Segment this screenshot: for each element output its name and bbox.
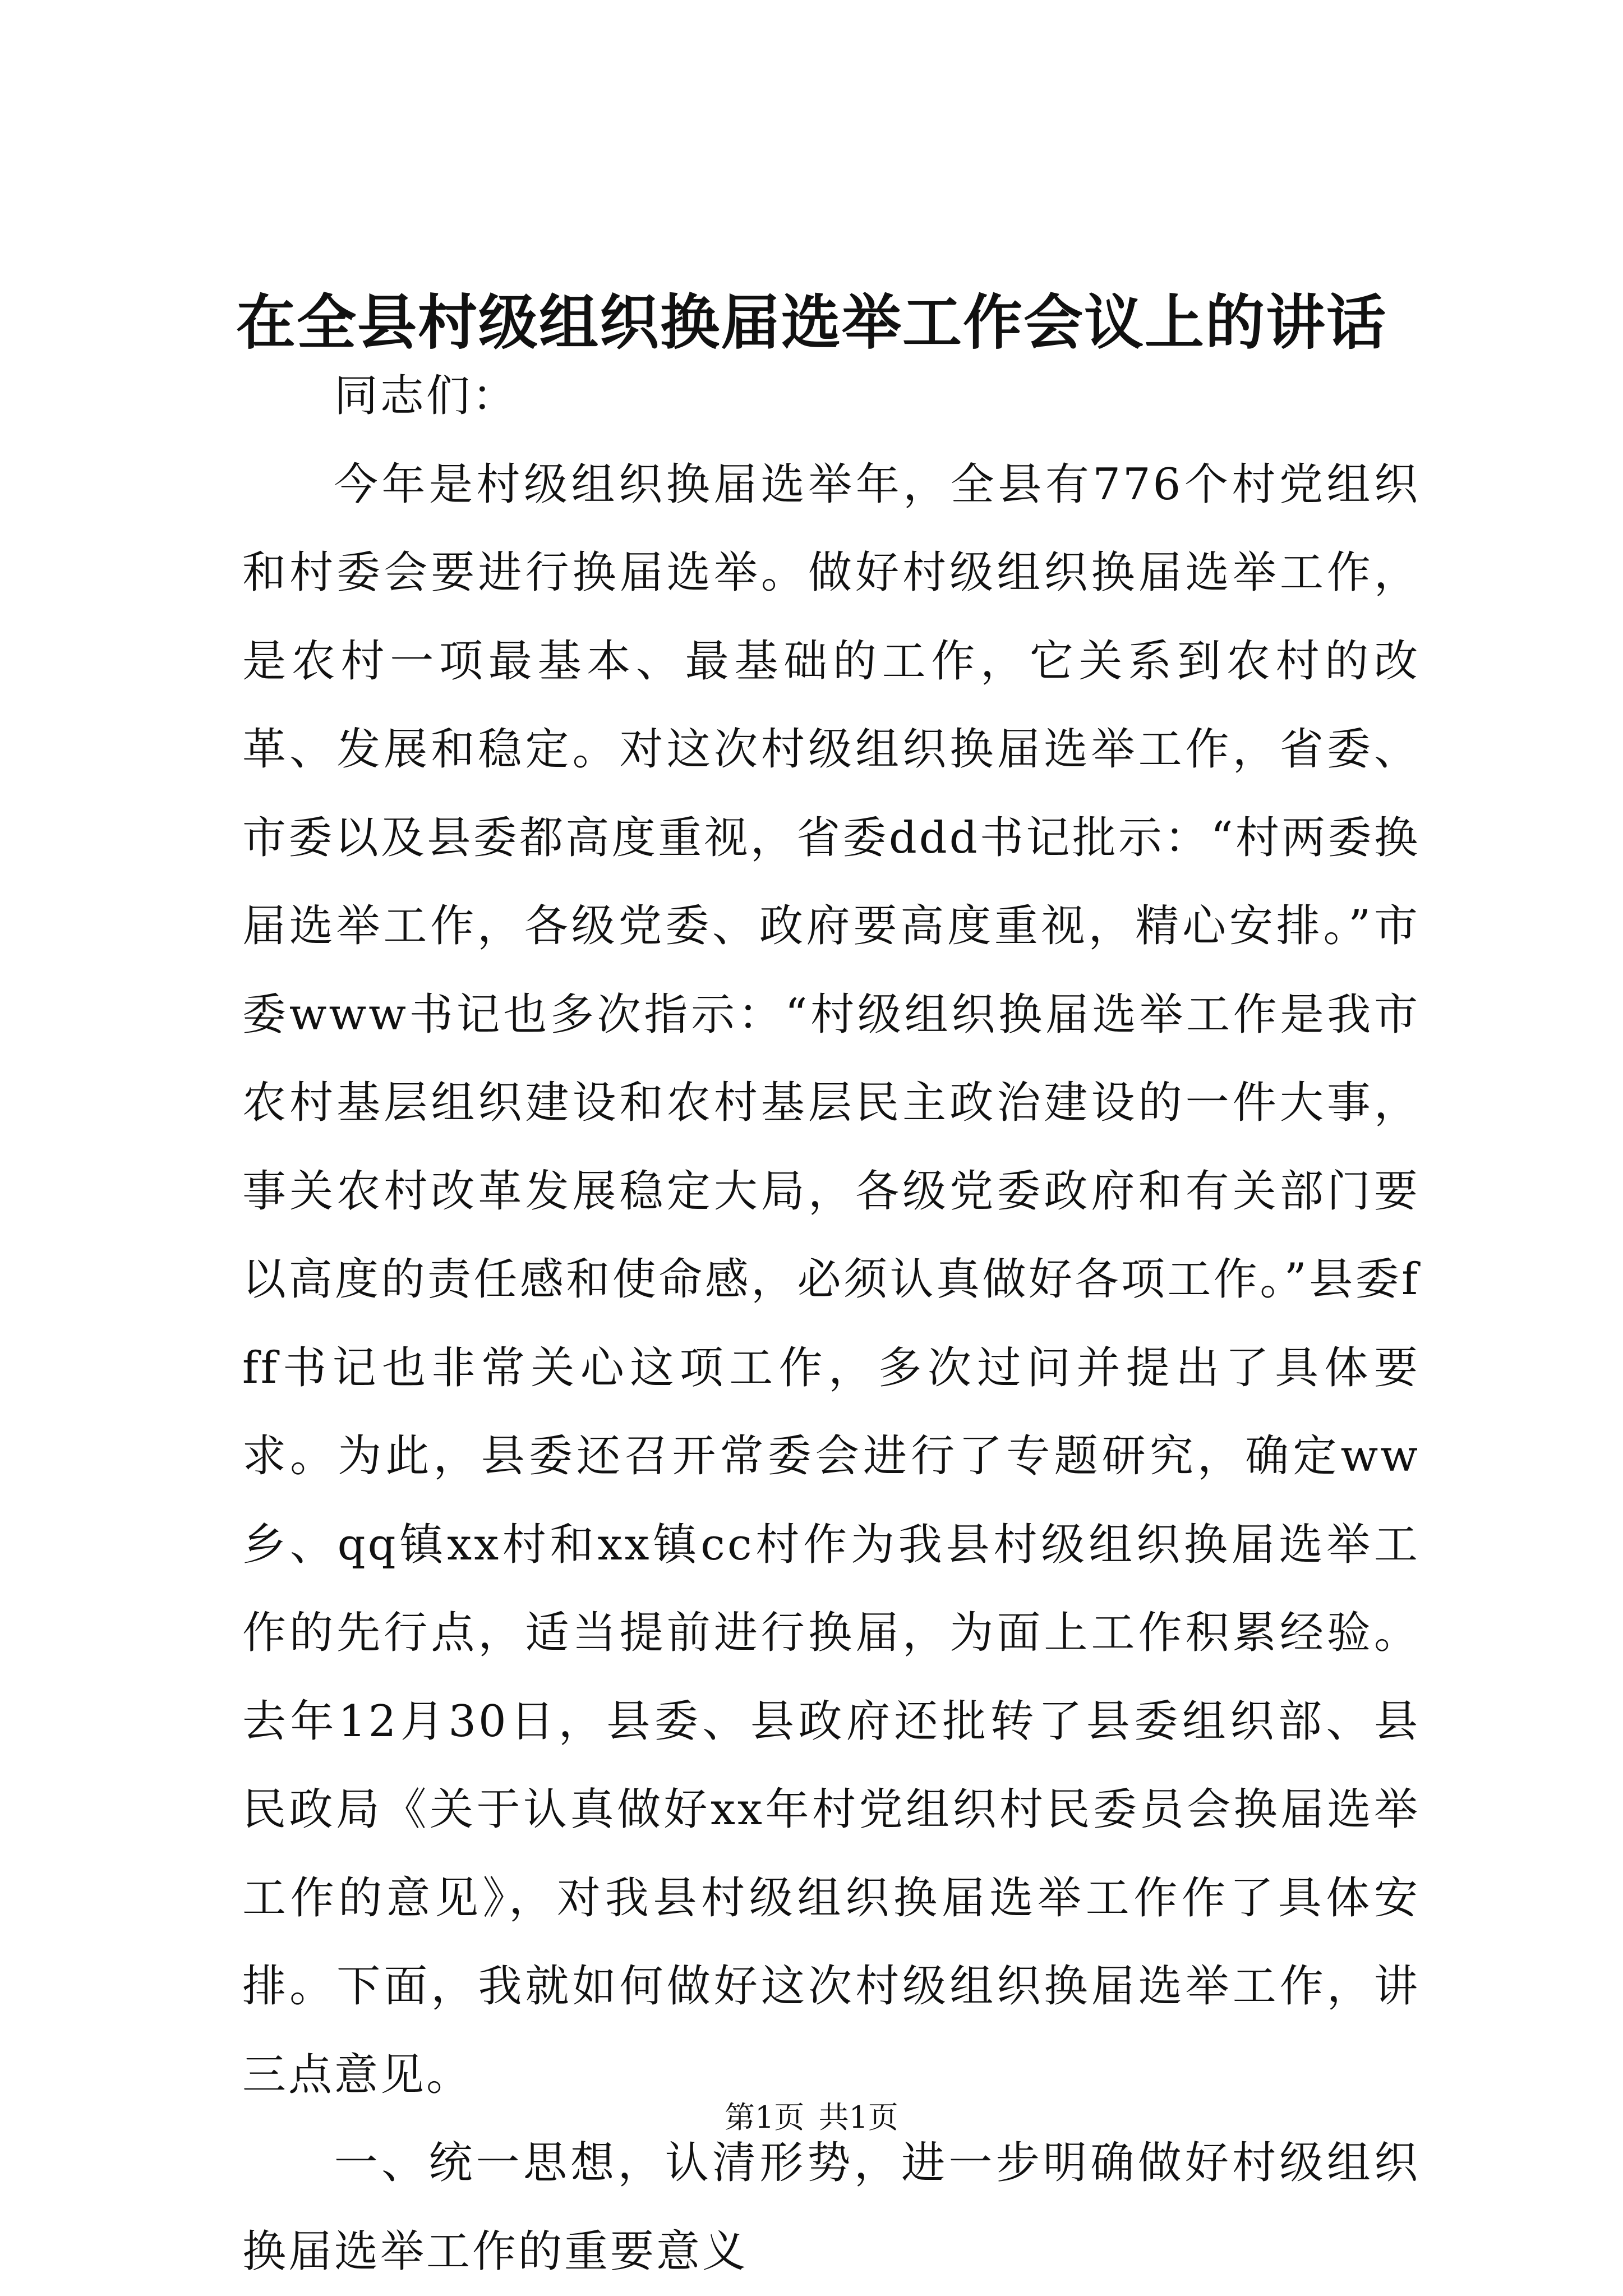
body-paragraph: 今年是村级组织换届选举年，全县有776个村党组织和村委会要进行换届选举。做好村级组织换届选举工作，是农村一项最基本、最基础的工作，它关系到农村的改革、发展和稳定。对这次村级组织换届选举工作，省委、市委以及县委都高度重视，省委ddd书记批示：“村两委换届选举工作，各级党委、政府要高度重视，精心安排。”市委www书记也多次指示：“村级组织换届选举工作是我市农村基层组织建设和农村基层民主政治建设的一件大事，事关农村改革发展稳定大局，各级党委政府和有关部门要以高度的责任感和使命感，必须认真做好各项工作。”县委fff书记也非常关心这项工作，多次过问并提出了具体要求。为此，县委还召开常委会进行了专题研究，确定ww乡、qq镇xx村和xx镇cc村作为我县村级组织换届选举工作的先行点，适当提前进行换届，为面上工作积累经验。去年12月30日，县委、县政府还批转了县委组织部、县民政局《关于认真做好xx年村党组织村民委员会换届选举工作的意见》，对我县村级组织换届选举工作作了具体安排。下面，我就如何做好这次村级组织换届选举工作，讲三点意见。 <box>242 459 1420 2100</box>
page-footer: 第1页 共1页 <box>725 2100 898 2135</box>
section-heading-paragraph: 一、统一思想，认清形势，进一步明确做好村级组织换届选举工作的重要意义 <box>242 2138 1420 2277</box>
document-title: 在全县村级组织换届选举工作会议上的讲话 <box>236 287 1387 357</box>
salutation-paragraph: 同志们： <box>334 371 518 421</box>
document-body <box>242 352 1420 2296</box>
